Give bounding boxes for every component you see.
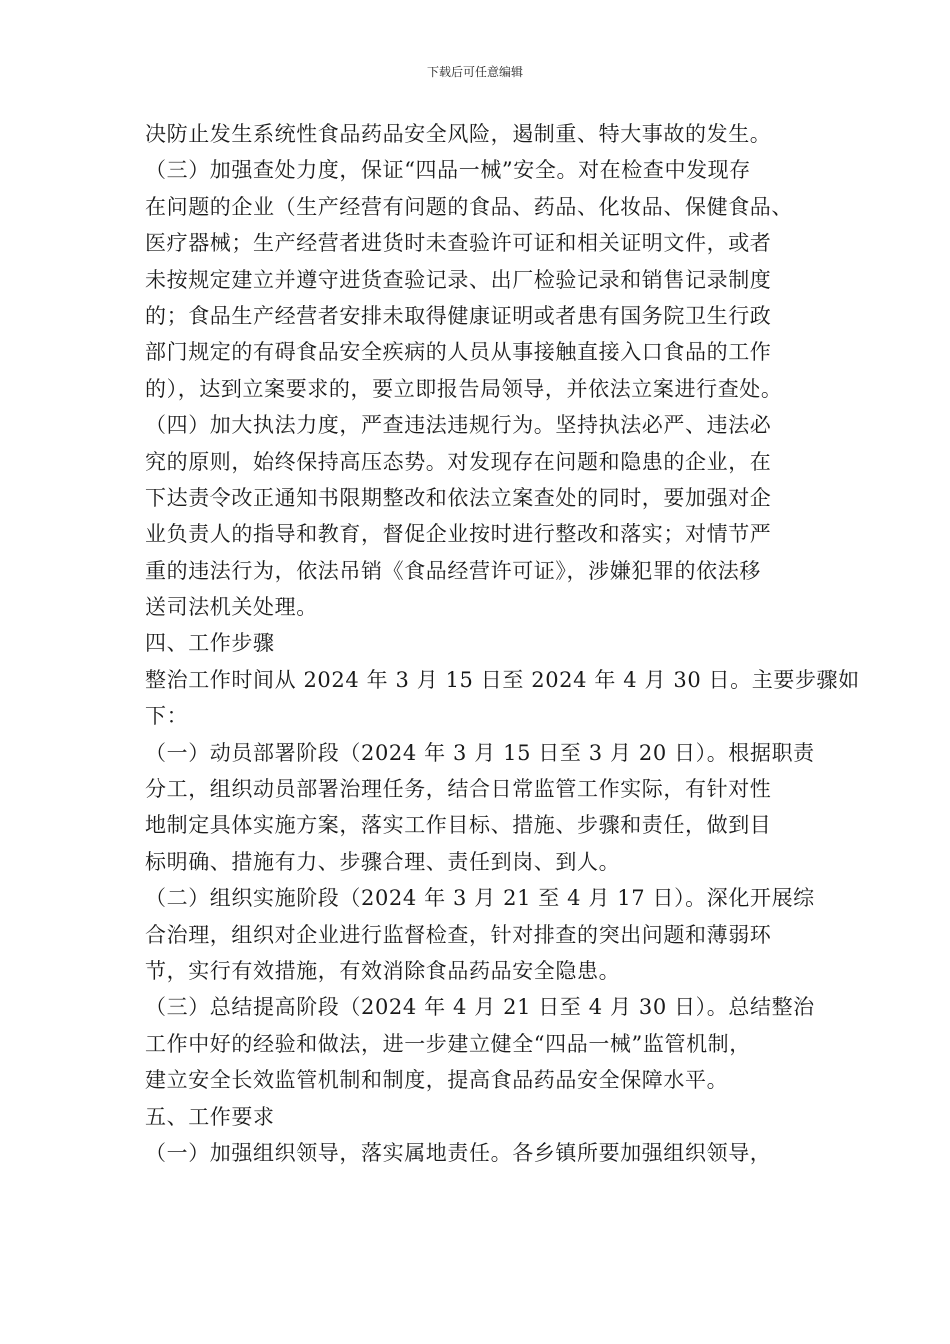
text-line: 重的违法行为，依法吊销《食品经营许可证》，涉嫌犯罪的依法移 [145,558,761,583]
text-line: 合治理，组织对企业进行监督检查，针对排查的突出问题和薄弱环 [145,922,772,947]
header-note: 下载后可任意编辑 [426,65,523,79]
text-line: 整治工作时间从 2024 年 3 月 15 日至 2024 年 4 月 30 日。主要步骤如 [145,667,860,692]
text-line: 未按规定建立并遵守进货查验记录、出厂检验记录和销售记录制度 [145,267,772,292]
section-heading: 四、工作步骤 [145,631,275,656]
text-line: （四）加大执法力度，严查违法违规行为。坚持执法必严、违法必 [145,413,772,438]
text-line: 地制定具体实施方案，落实工作目标、措施、步骤和责任，做到目 [145,813,772,838]
text-line: （一）动员部署阶段（2024 年 3 月 15 日至 3 月 20 日）。根据职责 [145,740,815,765]
text-line: 工作中好的经验和做法，进一步建立健全“四品一械”监管机制， [145,1031,751,1056]
text-line: 的），达到立案要求的，要立即报告局领导，并依法立案进行查处。 [145,376,783,401]
text-line: 医疗器械；生产经营者进货时未查验许可证和相关证明文件，或者 [145,231,772,256]
text-line: 分工，组织动员部署治理任务，结合日常监管工作实际，有针对性 [145,777,772,802]
text-line: 下： [145,704,189,729]
text-line: 送司法机关处理。 [145,595,318,620]
text-line: 究的原则，始终保持高压态势。对发现存在问题和隐患的企业，在 [145,449,772,474]
document-body [145,116,860,1171]
text-line: 标明确、措施有力、步骤合理、责任到岗、到人。 [145,849,621,874]
text-line: 下达责令改正通知书限期整改和依法立案查处的同时，要加强对企 [145,485,772,510]
section-heading: 五、工作要求 [145,1104,275,1129]
text-line: 业负责人的指导和教育，督促企业按时进行整改和落实；对情节严 [145,522,772,547]
text-line: （三）加强查处力度，保证“四品一械”安全。对在检查中发现存 [145,158,751,183]
text-line: （一）加强组织领导，落实属地责任。各乡镇所要加强组织领导， [145,1140,772,1165]
text-line: 部门规定的有碍食品安全疾病的人员从事接触直接入口食品的工作 [145,340,772,365]
text-line: 在问题的企业（生产经营有问题的食品、药品、化妆品、保健食品、 [145,194,793,219]
text-line: 决防止发生系统性食品药品安全风险，遏制重、特大事故的发生。 [145,122,772,146]
text-line: 的；食品生产经营者安排未取得健康证明或者患有国务院卫生行政 [145,303,772,328]
text-line: 节，实行有效措施，有效消除食品药品安全隐患。 [145,958,621,983]
text-line: （二）组织实施阶段（2024 年 3 月 21 至 4 月 17 日）。深化开展综 [145,886,815,911]
text-line: 建立安全长效监管机制和制度，提高食品药品安全保障水平。 [145,1068,729,1093]
text-line: （三）总结提高阶段（2024 年 4 月 21 日至 4 月 30 日）。总结整治 [145,995,815,1020]
